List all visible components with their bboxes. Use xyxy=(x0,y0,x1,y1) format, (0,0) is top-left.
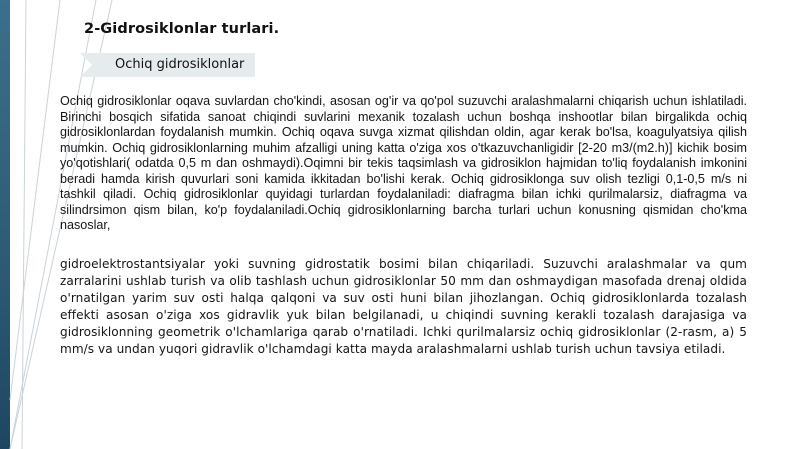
slide-heading: 2-Gidrosiklonlar turlari. xyxy=(84,21,280,37)
slide-subtitle: Ochiq gidrosiklonlar xyxy=(115,57,245,72)
body-text-part2: gidroelektrostantsiyalar yoki suvning gidrostatik bosimi bilan chiqariladi. Suzuvchi aralashmalar va qum zarralarini ushlab turish va olib tashlash uchun gidrosiklonlar 50 mm dan oshmaydigan masofada drenaj oldida o'rnatilgan yarim suv osti halqa qalqoni va suv osti huni bilan jihozlangan. Ochiq gidrosiklonlarda tozalash effekti asosan o'ziga xos gidravlik yuk bilan belgilanadi, u chiqindi suvning kerakli tozalash darajasiga va gidrosiklonning geometrik o'lchamlariga qarab o'rnatiladi. Ichki qurilmalarsiz ochiq gidrosiklonlar (2-rasm, a) 5 mm/s va undan yuqori gidravlik o'lchamdagi katta mayda aralashmalarni ushlab turish uchun tavsiya etiladi. xyxy=(60,257,747,357)
left-accent-strip xyxy=(0,0,10,449)
body-text-part1: Ochiq gidrosiklonlar oqava suvlardan cho'kindi, asosan og'ir va qo'pol suzuvchi aralashmalarni chiqarish uchun ishlatiladi. Birinchi bosqich sifatida sanoat chiqindi suvlarini mexanik tozalash uchun boshqa inshootlar bilan birgalikda ochiq gidrosiklonlardan foydalanish mumkin. Ochiq oqava suvga xizmat qilishdan oldin, agar kerak bo'lsa, koagulyatsiya qilish mumkin. Ochiq gidrosiklonlarning muhim afzalligi uning katta o'ziga xos o'tkazuvchanligidir [2-20 m3/(m2.h)] kichik bosim yo'qotishlari( odatda 0,5 m dan oshmaydi).Oqimni bir tekis taqsimlash va gidrosiklon hajmidan to'liq foydalanish imkonini beradi hamda kirish quvurlari soni kamida ikkitadan bo'lishi kerak. Ochiq gidrosiklonga suv olish tezligi 0,1-0,5 m/s ni tashkil qiladi. Ochiq gidrosiklonlar quyidagi turlardan foydalaniladi: diafragma bilan ichki qurilmalarsiz, diafragma va silindrsimon qism bilan, ko'p foydalaniladi.Ochiq gidrosiklonlarning barcha turlari uchun konusning qismidan cho'kma nasoslar, xyxy=(60,94,747,232)
